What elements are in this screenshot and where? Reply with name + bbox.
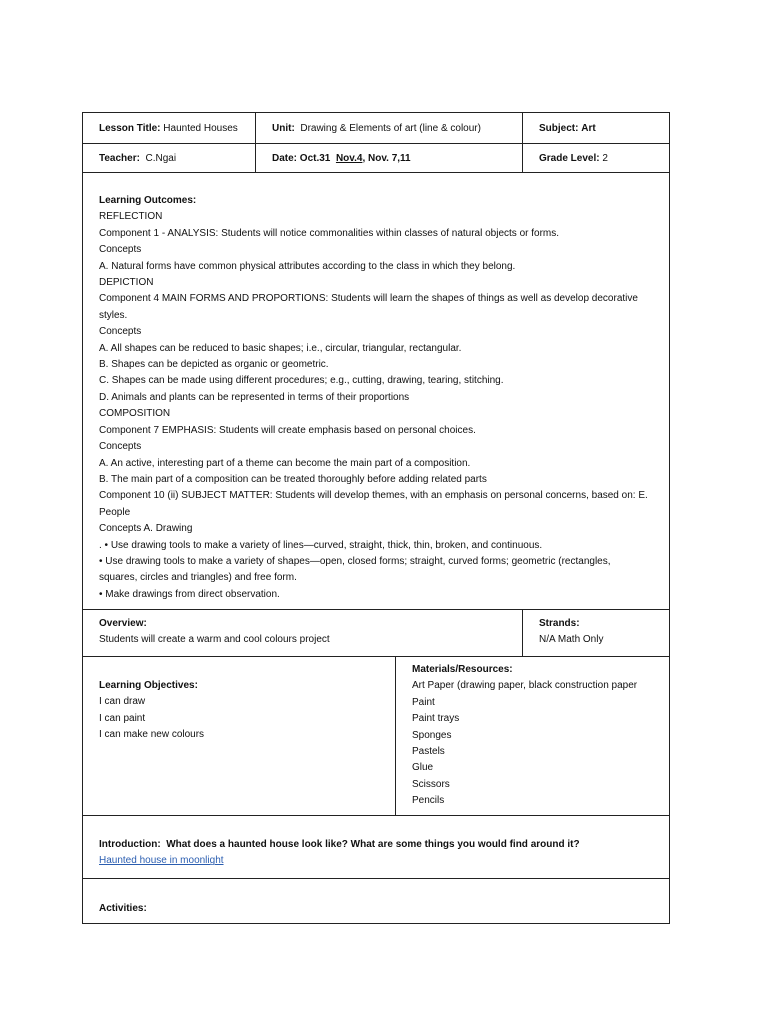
material-item: Paint trays: [412, 713, 460, 725]
outcome-line: A. An active, interesting part of a theme can become the main part of a composition.: [99, 457, 471, 469]
subject-cell: [522, 113, 669, 143]
material-item: Art Paper (drawing paper, black construction paper: [412, 680, 638, 692]
strands-heading: Strands:: [539, 618, 580, 629]
activities-cell: [83, 879, 669, 923]
outcome-line: COMPOSITION: [99, 408, 171, 420]
introduction-cell: [83, 816, 669, 878]
outcome-line: Concepts: [99, 244, 142, 256]
date-cell: [255, 144, 522, 172]
outcome-line: People: [99, 506, 131, 518]
lesson-plan-table: [82, 112, 670, 924]
lesson-title: Haunted Houses: [163, 122, 238, 134]
unit-value: Drawing & Elements of art (line & colour): [300, 122, 481, 134]
objectives-cell: [83, 657, 395, 815]
introduction-question: What does a haunted house look like? What are some things you would find around it?: [166, 839, 580, 850]
outcome-line: C. Shapes can be made using different procedures; e.g., cutting, drawing, tearing, stitching.: [99, 375, 504, 387]
haunted-house-link[interactable]: Haunted house in moonlight: [99, 855, 224, 867]
outcome-line: . • Use drawing tools to make a variety of lines—curved, straight, thick, thin, broken, and continuous.: [99, 539, 543, 551]
introduction-line: [99, 837, 653, 853]
date-part-3: , Nov. 7,11: [362, 152, 411, 164]
header-row-2: [83, 144, 669, 173]
teacher-cell: [83, 144, 255, 172]
outcome-line: Component 1 - ANALYSIS: Students will notice commonalities within classes of natural objects or forms.: [99, 227, 560, 239]
date-label: Date:: [272, 152, 298, 164]
outcome-line: B. The main part of a composition can be treated thoroughly before adding related parts: [99, 473, 487, 485]
material-item: Pencils: [412, 795, 445, 807]
unit-cell: [255, 113, 522, 143]
grade-cell: [522, 144, 669, 172]
materials-cell: [395, 657, 669, 815]
activities-row: [83, 879, 669, 923]
teacher-name: C.Ngai: [145, 152, 177, 164]
outcome-line: • Make drawings from direct observation.: [99, 588, 280, 600]
overview-heading: Overview:: [99, 618, 147, 629]
learning-outcomes-list: [99, 209, 653, 603]
outcome-line: Component 7 EMPHASIS: Students will create emphasis based on personal choices.: [99, 424, 476, 436]
material-item: Pastels: [412, 746, 445, 758]
material-item: Sponges: [412, 729, 452, 741]
header-row-1: [83, 113, 669, 144]
overview-cell: [83, 610, 522, 656]
grade-value: 2: [602, 152, 608, 164]
material-item: Scissors: [412, 778, 450, 790]
overview-row: [83, 610, 669, 657]
outcome-line: DEPICTION: [99, 277, 154, 289]
date-part-2: Nov.4: [335, 152, 363, 164]
outcome-line: Component 4 MAIN FORMS AND PROPORTIONS: Students will learn the shapes of things as well as develop decorative: [99, 293, 638, 305]
strands-cell: [522, 610, 669, 656]
objectives-materials-row: [83, 657, 669, 816]
subject-label: Subject:: [539, 122, 579, 134]
materials-heading: Materials/Resources:: [412, 664, 513, 675]
introduction-heading: Introduction:: [99, 839, 161, 850]
outcome-line: A. Natural forms have common physical attributes according to the class in which they belong.: [99, 260, 516, 272]
learning-outcomes-heading: Learning Outcomes:: [99, 195, 197, 206]
outcome-line: Concepts: [99, 441, 142, 453]
unit-label: Unit:: [272, 122, 295, 134]
outcome-line: styles.: [99, 309, 128, 321]
teacher-label: Teacher:: [99, 152, 140, 164]
outcome-line: A. All shapes can be reduced to basic shapes; i.e., circular, triangular, rectangular.: [99, 342, 462, 354]
outcome-line: B. Shapes can be depicted as organic or geometric.: [99, 359, 329, 371]
grade-label: Grade Level:: [539, 152, 600, 164]
overview-text: Students will create a warm and cool colours project: [99, 634, 330, 646]
subject-value: Art: [581, 122, 596, 134]
objectives-heading: Learning Objectives:: [99, 680, 198, 691]
objective-item: I can make new colours: [99, 729, 205, 741]
strands-text: N/A Math Only: [539, 634, 604, 646]
introduction-row: [83, 816, 669, 879]
outcome-line: REFLECTION: [99, 211, 163, 223]
lesson-title-cell: [83, 113, 255, 143]
outcome-line: Component 10 (ii) SUBJECT MATTER: Students will develop themes, with an emphasis on personal concerns, based on: E.: [99, 490, 648, 502]
objective-item: I can paint: [99, 712, 146, 724]
outcome-line: D. Animals and plants can be represented in terms of their proportions: [99, 391, 410, 403]
learning-outcomes-row: [83, 173, 669, 610]
objective-item: I can draw: [99, 696, 146, 708]
material-item: Paint: [412, 696, 435, 708]
material-item: Glue: [412, 762, 434, 774]
learning-outcomes-cell: [83, 173, 669, 609]
outcome-line: Concepts A. Drawing: [99, 523, 193, 535]
date-part-1: Oct.31: [299, 152, 331, 164]
outcome-line: squares, circles and triangles) and free form.: [99, 572, 297, 584]
outcome-line: Concepts: [99, 326, 142, 338]
activities-heading: Activities:: [99, 903, 147, 914]
lesson-title-label: Lesson Title:: [99, 122, 161, 134]
outcome-line: • Use drawing tools to make a variety of shapes—open, closed forms; straight, curved forms; geometric (rectangles,: [99, 555, 611, 567]
